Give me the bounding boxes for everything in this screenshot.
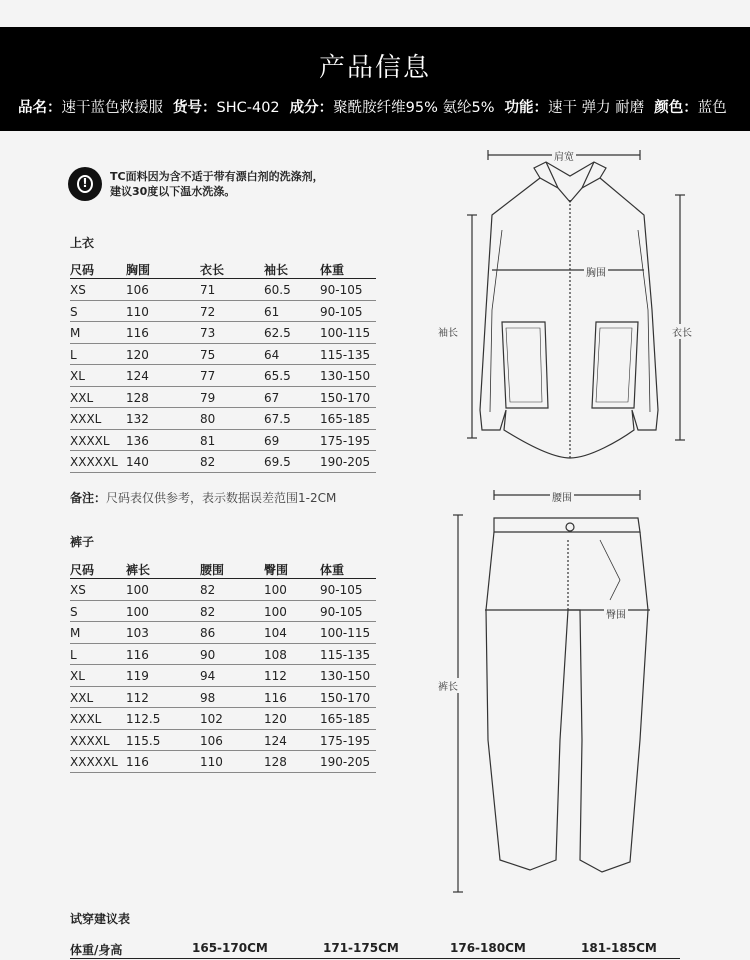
table-cell: 61 [264, 304, 280, 319]
table-cell: 90-105 [320, 283, 363, 297]
table-row [70, 579, 376, 601]
table-row [70, 622, 376, 644]
table-row [70, 601, 376, 623]
table-cell: 100 [126, 604, 149, 619]
header-cell: 尺码 [70, 563, 95, 577]
header-cell: 尺码 [70, 263, 95, 277]
name-label: 品名： [18, 100, 62, 116]
header-cell: 裤长 [126, 563, 151, 577]
table-cell: XXXXXL [70, 755, 118, 769]
table-cell: 100 [126, 583, 149, 597]
table-cell: 62.5 [264, 326, 291, 340]
table-cell: XXXXL [70, 433, 110, 448]
sleeve-label: 袖长 [436, 324, 460, 339]
header-cell: 袖长 [264, 263, 289, 277]
table-cell: 116 [126, 326, 149, 340]
table-cell: 82 [200, 583, 216, 597]
table-row [70, 644, 376, 666]
table-cell: 106 [126, 283, 149, 297]
table-cell: 119 [126, 669, 149, 683]
table-row [70, 430, 376, 452]
table-row [70, 387, 376, 409]
table-cell: 100 [264, 583, 287, 597]
waist-label: 腰围 [550, 489, 574, 504]
top-table-title: 上衣 [70, 236, 95, 250]
table-cell: 90-105 [320, 304, 363, 319]
product-info-header [0, 27, 750, 131]
table-cell: 102 [200, 712, 223, 726]
table-cell: 115-135 [320, 647, 371, 662]
table-header [70, 557, 376, 579]
table-row [70, 665, 376, 687]
table-cell: 110 [126, 304, 149, 319]
pants-table-title: 裤子 [70, 535, 95, 549]
chest-label: 胸围 [584, 264, 608, 279]
table-cell: 124 [264, 733, 287, 748]
length-label: 衣长 [670, 324, 694, 339]
table-cell: 60.5 [264, 283, 291, 297]
table-cell: 77 [200, 369, 216, 383]
table-cell: 100-115 [320, 626, 371, 640]
table-cell: 115-135 [320, 347, 371, 362]
table-cell: 150-170 [320, 390, 371, 405]
table-cell: 98 [200, 690, 216, 705]
table-cell: 140 [126, 455, 149, 469]
table-cell: 100 [264, 604, 287, 619]
table-cell: L [70, 347, 77, 362]
header-cell: 臀围 [264, 563, 289, 577]
table-cell: 108 [264, 647, 287, 662]
table-row [70, 730, 376, 752]
pants-length-label: 裤长 [436, 678, 460, 693]
table-cell: 116 [126, 755, 149, 769]
table-cell: 130-150 [320, 369, 371, 383]
table-cell: M [70, 626, 81, 640]
note-label: 备注： [70, 491, 107, 505]
table-cell: 75 [200, 347, 216, 362]
code-label: 货号： [173, 100, 217, 116]
table-row [70, 708, 376, 730]
table-cell: 124 [126, 369, 149, 383]
table-cell: 69 [264, 433, 280, 448]
header-cell: 衣长 [200, 263, 225, 277]
table-cell: 94 [200, 669, 216, 683]
table-row [70, 751, 376, 773]
table-cell: XXL [70, 690, 94, 705]
table-cell: 67.5 [264, 412, 291, 426]
table-cell: 90-105 [320, 604, 363, 619]
table-cell: 72 [200, 304, 216, 319]
top-band [0, 0, 750, 27]
table-cell: 190-205 [320, 455, 371, 469]
material-label: 成分： [289, 100, 334, 116]
try-on-header-cell: 体重/身高 [70, 943, 123, 957]
table-cell: 80 [200, 412, 216, 426]
table-cell: XXL [70, 390, 94, 405]
color-value: 蓝色 [697, 100, 727, 116]
product-info-line [18, 96, 738, 117]
table-cell: 136 [126, 433, 149, 448]
table-cell: XL [70, 669, 85, 683]
table-cell: 100-115 [320, 326, 371, 340]
table-row [70, 344, 376, 366]
table-cell: 71 [200, 283, 216, 297]
table-cell: S [70, 604, 78, 619]
table-cell: 65.5 [264, 369, 291, 383]
try-on-header-cell: 165-170CM [192, 941, 268, 955]
table-cell: L [70, 647, 77, 662]
table-cell: 128 [126, 390, 149, 405]
garment-diagram [430, 140, 750, 900]
table-cell: 64 [264, 347, 280, 362]
pants-size-table [70, 557, 376, 773]
table-cell: 110 [200, 755, 223, 769]
table-cell: XS [70, 583, 86, 597]
header-cell: 胸围 [126, 263, 151, 277]
function-value: 速干 弹力 耐磨 [547, 100, 645, 116]
material-value: 聚酰胺纤维95% 氨纶5% [333, 100, 495, 116]
wash-warning-text [110, 169, 410, 199]
table-row [70, 365, 376, 387]
table-cell: M [70, 326, 81, 340]
table-cell: 120 [126, 347, 149, 362]
table-cell: XS [70, 283, 86, 297]
try-on-title: 试穿建议表 [70, 912, 131, 926]
shoulder-label: 肩宽 [552, 148, 576, 163]
table-cell: 79 [200, 390, 216, 405]
table-row [70, 322, 376, 344]
table-cell: 130-150 [320, 669, 371, 683]
table-cell: 112 [126, 690, 149, 705]
table-cell: 120 [264, 712, 287, 726]
try-on-header-cell: 181-185CM [581, 941, 657, 955]
try-on-header [70, 939, 680, 959]
table-cell: 81 [200, 433, 216, 448]
table-cell: XXXXL [70, 733, 110, 748]
table-cell: 67 [264, 390, 280, 405]
table-cell: XXXXXL [70, 455, 118, 469]
name-value: 速干蓝色救援服 [61, 100, 163, 116]
table-cell: 115.5 [126, 733, 161, 748]
table-row [70, 687, 376, 709]
table-cell: 90 [200, 647, 216, 662]
table-row [70, 408, 376, 430]
header-cell: 体重 [320, 563, 345, 577]
try-on-section [70, 910, 680, 959]
table-cell: S [70, 304, 78, 319]
table-cell: 128 [264, 755, 287, 769]
table-cell: 112.5 [126, 712, 161, 726]
header-cell: 体重 [320, 263, 345, 277]
try-on-header-cell: 176-180CM [450, 941, 526, 955]
try-on-header-cell: 171-175CM [323, 941, 399, 955]
table-cell: 132 [126, 412, 149, 426]
table-cell: 106 [200, 733, 223, 748]
table-cell: 165-185 [320, 412, 371, 426]
size-note [70, 489, 336, 506]
table-cell: 116 [126, 647, 149, 662]
table-cell: 150-170 [320, 690, 371, 705]
table-row [70, 301, 376, 323]
note-text: 尺码表仅供参考，表示数据误差范围1-2CM [106, 491, 337, 505]
table-row [70, 451, 376, 473]
table-cell: 175-195 [320, 733, 371, 748]
table-cell: 190-205 [320, 755, 371, 769]
table-cell: 69.5 [264, 455, 291, 469]
color-label: 颜色： [654, 100, 698, 116]
table-cell: 116 [264, 690, 287, 705]
table-cell: 86 [200, 626, 216, 640]
table-cell: 165-185 [320, 712, 371, 726]
top-size-table [70, 257, 376, 473]
table-cell: XXXL [70, 712, 102, 726]
hip-label: 臀围 [604, 606, 628, 621]
table-cell: 104 [264, 626, 287, 640]
wash-warning-line2: 建议30度以下温水洗涤。 [110, 185, 236, 198]
code-value: SHC-402 [216, 100, 280, 116]
table-cell: 82 [200, 455, 216, 469]
table-cell: XXXL [70, 412, 102, 426]
table-cell: 175-195 [320, 433, 371, 448]
table-cell: XL [70, 369, 85, 383]
exclamation-circle-icon: ! [68, 167, 102, 201]
function-label: 功能： [504, 100, 548, 116]
table-cell: 90-105 [320, 583, 363, 597]
table-cell: 103 [126, 626, 149, 640]
wash-warning-line1: TC面料因为含不适于带有漂白剂的洗涤剂， [110, 170, 324, 183]
table-row [70, 279, 376, 301]
garment-sketch [430, 140, 750, 900]
table-cell: 82 [200, 604, 216, 619]
table-header [70, 257, 376, 279]
header-cell: 腰围 [200, 563, 225, 577]
page-title: 产品信息 [318, 53, 431, 83]
table-cell: 112 [264, 669, 287, 683]
table-cell: 73 [200, 326, 216, 340]
